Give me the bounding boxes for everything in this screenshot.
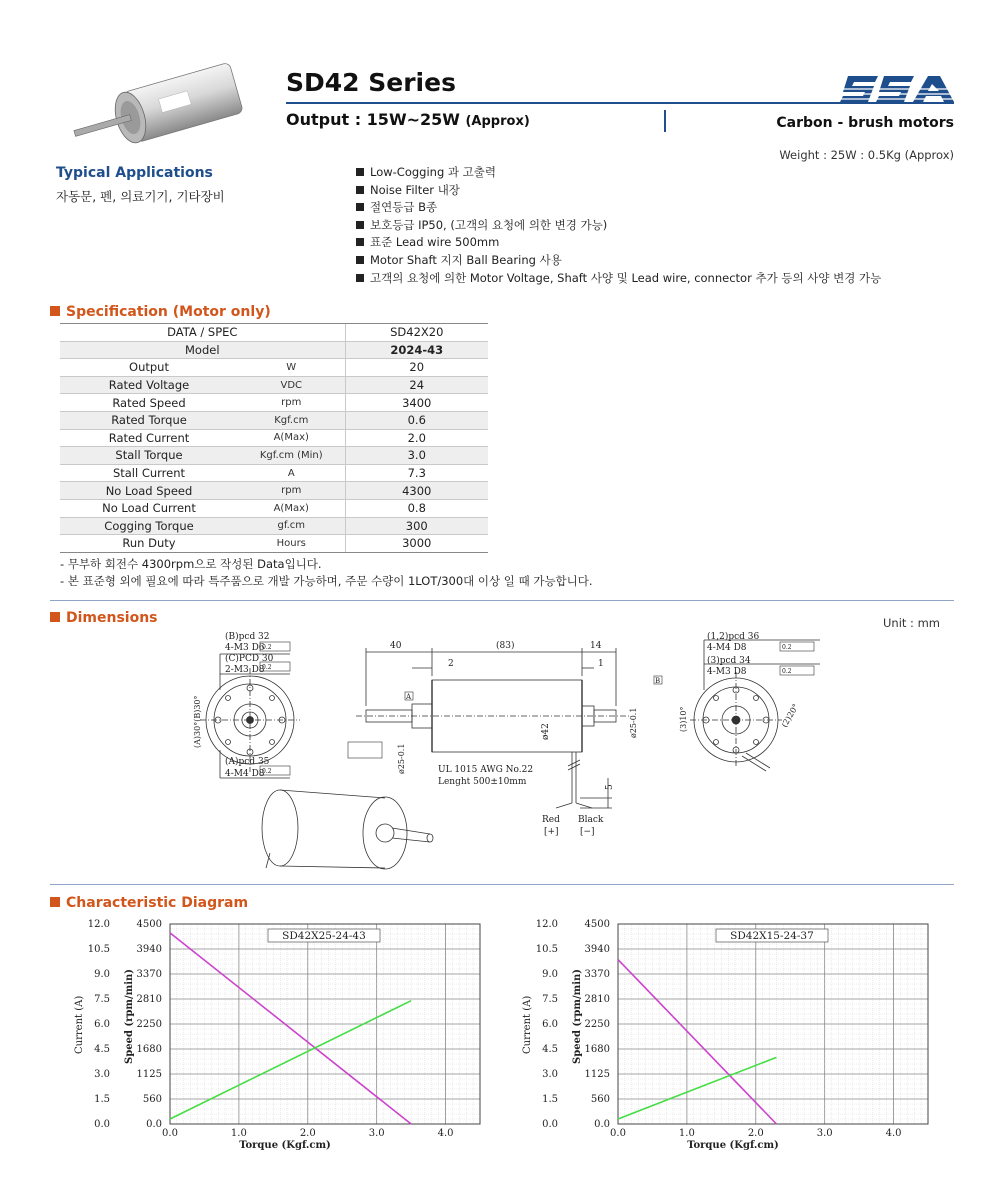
label-tol: 0.2 <box>262 644 272 651</box>
current-tick-label: 3.0 <box>94 1069 110 1080</box>
label-tol: 0.2 <box>782 644 792 651</box>
spec-notes <box>60 556 593 590</box>
speed-tick-label: 3370 <box>584 969 610 980</box>
current-tick-label: 12.0 <box>87 919 110 930</box>
speed-line <box>170 933 411 1124</box>
current-line <box>618 1057 776 1119</box>
characteristic-chart-2 <box>518 912 938 1152</box>
chart-title: SD42X15-24-37 <box>730 930 814 942</box>
label-tol: 0.2 <box>262 768 272 775</box>
speed-tick-label: 4500 <box>136 919 162 930</box>
characteristic-section-title: Characteristic Diagram <box>50 895 248 911</box>
spec-section-title: Specification (Motor only) <box>50 304 271 320</box>
label-len-40: 40 <box>390 641 402 651</box>
x-tick-label: 0.0 <box>162 1128 178 1139</box>
bullet-square-icon <box>356 221 364 229</box>
label-b-pcd: (B)pcd 32 <box>225 632 270 642</box>
x-tick-label: 3.0 <box>368 1128 385 1139</box>
current-axis-label: Current (A) <box>74 995 85 1054</box>
feature-item: Motor Shaft 지지 Ball Bearing 사용 <box>356 252 881 270</box>
label-left-angle: (A)30°(B)30° <box>193 695 202 748</box>
note-line: - 본 표준형 외에 필요에 따라 특주품으로 개발 가능하며, 주문 수량이 1LOT/300대 이상 일 때 가능합니다. <box>60 574 593 588</box>
speed-tick-label: 0.0 <box>594 1119 610 1130</box>
label-c-pcd: (C)PCD 30 <box>225 654 274 664</box>
label-tol: 0.2 <box>782 668 792 675</box>
dimensions-section-title: Dimensions <box>50 610 158 626</box>
current-tick-label: 9.0 <box>94 969 110 980</box>
current-tick-label: 0.0 <box>542 1119 558 1130</box>
x-tick-label: 2.0 <box>299 1128 316 1139</box>
x-tick-label: 1.0 <box>678 1128 695 1139</box>
label-a-tap: 4-M4 D8 <box>225 769 265 779</box>
speed-tick-label: 2250 <box>584 1019 610 1030</box>
x-axis-label: Torque (Kgf.cm) <box>239 1140 331 1151</box>
label-datum-b: B <box>655 677 661 685</box>
label-plus: [+] <box>544 827 559 837</box>
table-row: Rated Speed rpm 3400 <box>60 394 488 412</box>
bullet-square-icon <box>356 168 364 176</box>
series-title: SD42 Series <box>286 68 456 97</box>
label-datum-a: A <box>406 693 412 701</box>
label-dia-25: ø25-0.1 <box>397 743 406 774</box>
label-black: Black <box>578 815 604 825</box>
spec-table <box>60 323 488 553</box>
speed-tick-label: 1125 <box>136 1069 162 1080</box>
speed-tick-label: 1680 <box>136 1044 162 1055</box>
label-len-83: (83) <box>496 641 515 651</box>
feature-item: 보호등급 IP50, (고객의 요청에 의한 변경 가능) <box>356 217 881 235</box>
x-tick-label: 0.0 <box>610 1128 626 1139</box>
current-tick-label: 4.5 <box>542 1044 558 1055</box>
x-tick-label: 3.0 <box>816 1128 833 1139</box>
current-tick-label: 10.5 <box>535 944 558 955</box>
label-c-tap: 2-M3 D8 <box>225 665 265 675</box>
bullet-square-icon <box>356 274 364 282</box>
speed-tick-label: 3940 <box>584 944 610 955</box>
current-tick-label: 3.0 <box>542 1069 558 1080</box>
motor-type: Carbon - brush motors <box>776 115 954 131</box>
header-value: SD42X20 <box>345 324 488 342</box>
current-tick-label: 0.0 <box>94 1119 110 1130</box>
dimension-drawing <box>180 628 820 878</box>
current-tick-label: 1.5 <box>542 1094 558 1105</box>
output-range: Output : 15W~25W (Approx) <box>286 110 530 129</box>
label-wire-5: 5 <box>605 784 615 790</box>
section-rule <box>50 600 954 601</box>
current-tick-label: 6.0 <box>542 1019 558 1030</box>
feature-item: 표준 Lead wire 500mm <box>356 234 881 252</box>
grid <box>618 924 928 1124</box>
label-tol: 0.2 <box>262 664 272 671</box>
title-rule <box>286 102 954 104</box>
x-tick-label: 4.0 <box>437 1128 454 1139</box>
table-row: No Load Current A(Max) 0.8 <box>60 499 488 517</box>
typical-applications-title: Typical Applications <box>56 165 213 181</box>
table-row: Rated Voltage VDC 24 <box>60 376 488 394</box>
current-line <box>170 1001 411 1119</box>
label-len-2: 2 <box>448 659 454 669</box>
bullet-square-icon <box>356 256 364 264</box>
speed-tick-label: 1125 <box>584 1069 610 1080</box>
weight-note: Weight : 25W : 0.5Kg (Approx) <box>779 148 954 162</box>
model-label: Model <box>60 341 345 359</box>
label-dia-42: ø42 <box>541 723 551 740</box>
speed-tick-label: 2810 <box>136 994 162 1005</box>
speed-tick-label: 1680 <box>584 1044 610 1055</box>
x-axis-label: Torque (Kgf.cm) <box>687 1140 779 1151</box>
table-row: Rated Current A(Max) 2.0 <box>60 429 488 447</box>
table-row: No Load Speed rpm 4300 <box>60 482 488 500</box>
chart-title: SD42X25-24-43 <box>282 930 366 942</box>
unit-label: Unit : mm <box>882 616 940 630</box>
speed-axis-label: Speed (rpm/min) <box>572 968 583 1064</box>
speed-tick-label: 2250 <box>136 1019 162 1030</box>
label-b-tap: 4-M3 D6 <box>225 643 265 653</box>
speed-tick-label: 3370 <box>136 969 162 980</box>
bullet-square-icon <box>356 186 364 194</box>
label-red: Red <box>542 815 560 825</box>
ssa-logo <box>840 76 954 102</box>
characteristic-chart-1 <box>70 912 490 1152</box>
speed-tick-label: 2810 <box>584 994 610 1005</box>
bullet-square-icon <box>356 238 364 246</box>
table-row: Stall Torque Kgf.cm (Min) 3.0 <box>60 447 488 465</box>
section-square-icon <box>50 612 60 622</box>
header-separator <box>664 110 666 132</box>
bullet-square-icon <box>356 203 364 211</box>
label-right-angle-2: (2)20° <box>779 702 801 729</box>
label-r12-tap: 4-M4 D8 <box>707 643 747 653</box>
label-wire-length: Lenght 500±10mm <box>438 777 527 787</box>
speed-tick-label: 560 <box>142 1094 162 1105</box>
note-line: - 무부하 회전수 4300rpm으로 작성된 Data입니다. <box>60 557 322 571</box>
typical-applications-text: 자동문, 펜, 의료기기, 기타장비 <box>56 189 225 204</box>
label-r3-tap: 4-M3 D8 <box>707 667 747 677</box>
motor-photo <box>62 62 252 162</box>
table-row: Cogging Torque gf.cm 300 <box>60 517 488 535</box>
label-wire-spec: UL 1015 AWG No.22 <box>438 765 534 775</box>
table-header-row <box>60 324 488 342</box>
current-tick-label: 1.5 <box>94 1094 110 1105</box>
speed-tick-label: 560 <box>590 1094 610 1105</box>
feature-list <box>356 164 881 287</box>
section-square-icon <box>50 306 60 316</box>
table-row: Run Duty Hours 3000 <box>60 535 488 553</box>
current-tick-label: 7.5 <box>542 994 558 1005</box>
label-right-angle-1: (3)10° <box>679 706 688 732</box>
current-tick-label: 7.5 <box>94 994 110 1005</box>
label-r3-pcd: (3)pcd 34 <box>707 656 751 666</box>
current-axis-label: Current (A) <box>522 995 533 1054</box>
label-a-pcd: (A)pcd 35 <box>225 757 270 767</box>
label-len-1: 1 <box>598 659 604 669</box>
model-row <box>60 341 488 359</box>
feature-item: Low-Cogging 과 고출력 <box>356 164 881 182</box>
table-row: Rated Torque Kgf.cm 0.6 <box>60 411 488 429</box>
current-tick-label: 9.0 <box>542 969 558 980</box>
header-label: DATA / SPEC <box>60 324 345 342</box>
section-rule <box>50 884 954 885</box>
label-minus: [−] <box>580 827 595 837</box>
section-square-icon <box>50 897 60 907</box>
x-tick-label: 2.0 <box>747 1128 764 1139</box>
feature-item: Noise Filter 내장 <box>356 182 881 200</box>
label-len-14: 14 <box>590 641 602 651</box>
speed-tick-label: 3940 <box>136 944 162 955</box>
feature-item: 절연등급 B종 <box>356 199 881 217</box>
model-value: 2024-43 <box>345 341 488 359</box>
speed-axis-label: Speed (rpm/min) <box>124 968 135 1064</box>
speed-tick-label: 4500 <box>584 919 610 930</box>
current-tick-label: 12.0 <box>535 919 558 930</box>
x-tick-label: 4.0 <box>885 1128 902 1139</box>
label-r12-pcd: (1,2)pcd 36 <box>707 632 760 642</box>
label-dia-25-rear: ø25-0.1 <box>629 707 638 738</box>
current-tick-label: 4.5 <box>94 1044 110 1055</box>
table-row: Stall Current A 7.3 <box>60 464 488 482</box>
current-tick-label: 6.0 <box>94 1019 110 1030</box>
speed-tick-label: 0.0 <box>146 1119 162 1130</box>
table-row: Output W 20 <box>60 359 488 377</box>
feature-item: 고객의 요청에 의한 Motor Voltage, Shaft 사양 및 Lead wire, connector 추가 등의 사양 변경 가능 <box>356 270 881 288</box>
x-tick-label: 1.0 <box>230 1128 247 1139</box>
current-tick-label: 10.5 <box>87 944 110 955</box>
grid <box>170 924 480 1124</box>
